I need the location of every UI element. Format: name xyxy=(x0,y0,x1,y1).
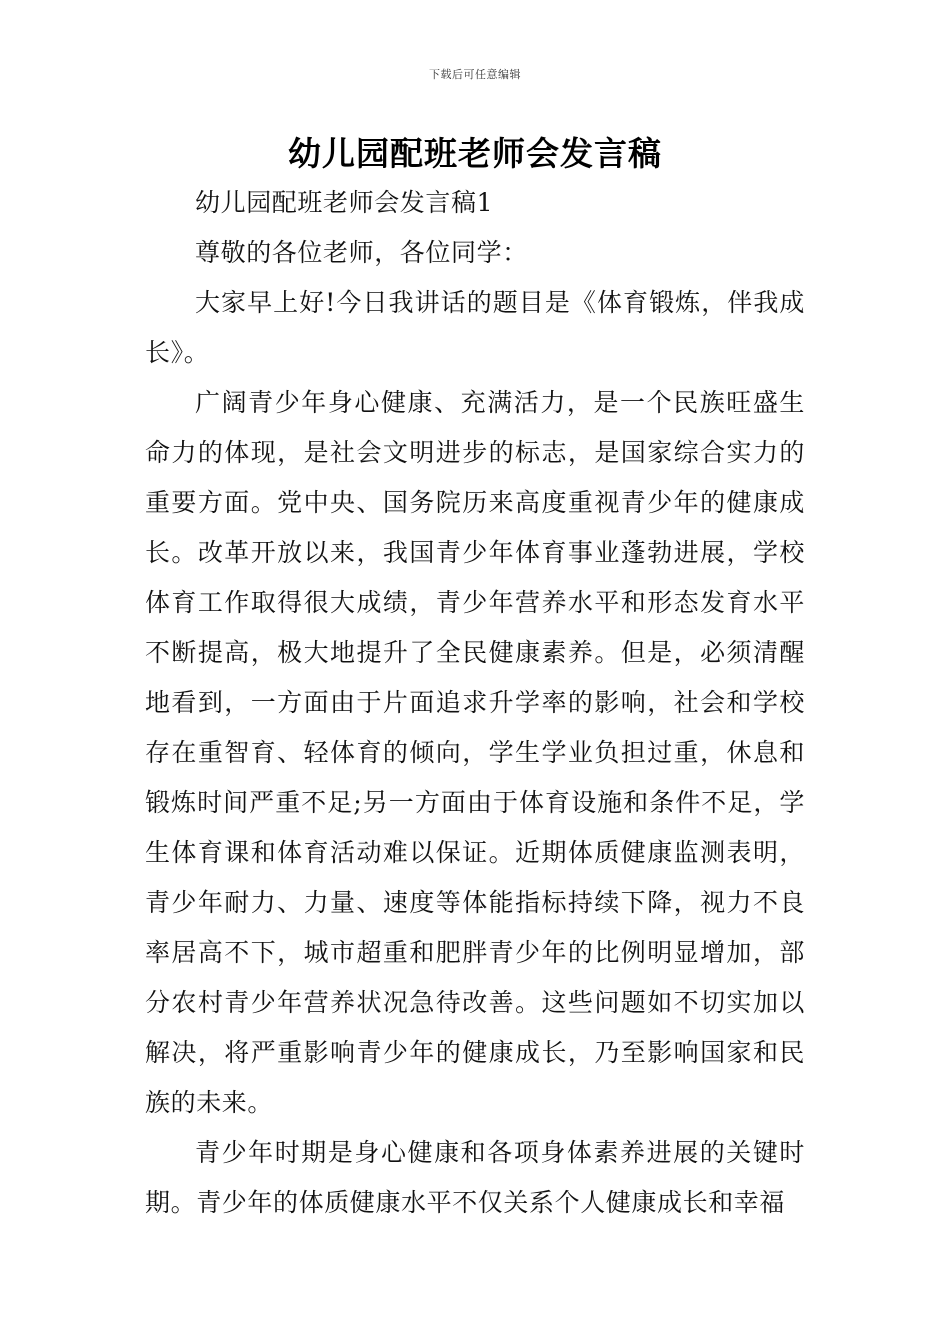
body-paragraph: 青少年时期是身心健康和各项身体素养进展的关键时期。青少年的体质健康水平不仅关系个人健康成长和幸福 xyxy=(145,1138,805,1217)
header-note: 下载后可任意编辑 xyxy=(429,68,521,81)
subtitle-paragraph: 幼儿园配班老师会发言稿1 xyxy=(195,188,494,217)
body-paragraph: 广阔青少年身心健康、充满活力，是一个民族旺盛生命力的体现，是社会文明进步的标志，是国家综合实力的重要方面。党中央、国务院历来高度重视青少年的健康成长。改革开放以来，我国青少年体育事业蓬勃进展，学校体育工作取得很大成绩，青少年营养水平和形态发育水平不断提高，极大地提升了全民健康素养。但是，必须清醒地看到，一方面由于片面追求升学率的影响，社会和学校存在重智育、轻体育的倾向，学生学业负担过重，休息和锻炼时间严重不足;另一方面由于体育设施和条件不足，学生体育课和体育活动难以保证。近期体质健康监测表明，青少年耐力、力量、速度等体能指标持续下降，视力不良率居高不下，城市超重和肥胖青少年的比例明显增加，部分农村青少年营养状况急待改善。这些问题如不切实加以解决，将严重影响青少年的健康成长，乃至影响国家和民族的未来。 xyxy=(145,388,805,1117)
greeting-paragraph: 大家早上好!今日我讲话的题目是《体育锻炼，伴我成长》。 xyxy=(145,288,805,367)
salutation-paragraph: 尊敬的各位老师，各位同学： xyxy=(195,238,528,267)
document-title: 幼儿园配班老师会发言稿 xyxy=(288,134,662,173)
document-body xyxy=(145,178,805,1228)
